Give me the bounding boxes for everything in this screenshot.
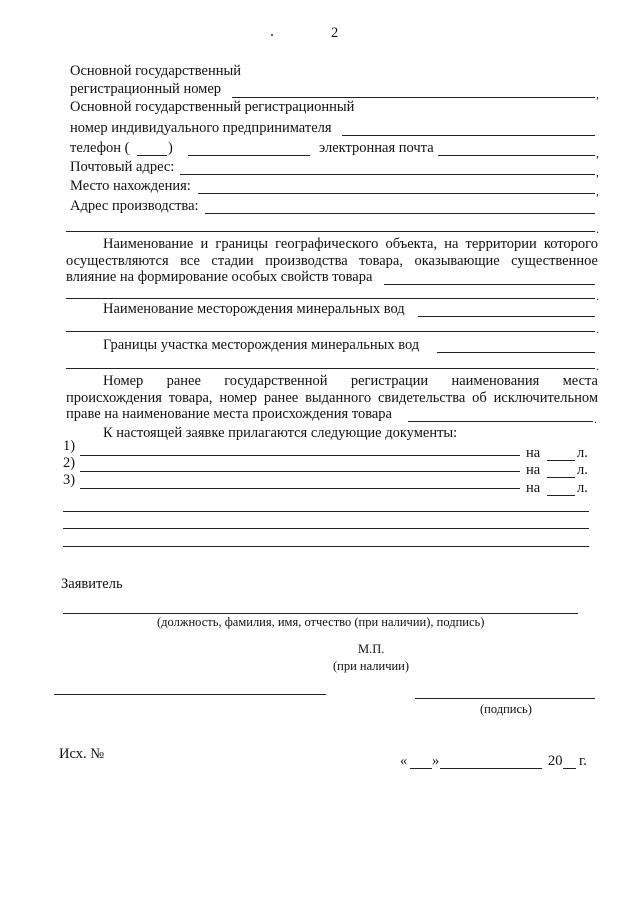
attachment-field[interactable]	[80, 488, 520, 489]
attachment-pages-label: на	[526, 445, 541, 461]
attachment-extra-line[interactable]	[63, 528, 589, 529]
email-label: электронная почта	[319, 140, 434, 156]
applicant-caption: (должность, фамилия, имя, отчество (при наличии), подпись)	[157, 615, 485, 629]
date-year-suffix: г.	[579, 753, 587, 769]
ogrn-field[interactable]	[232, 97, 595, 98]
attachment-pages-label: на	[526, 462, 541, 478]
phone-code-field[interactable]	[137, 155, 167, 156]
geo-object-line3: влияние на формирование особых свойств товара	[66, 269, 373, 285]
postal-address-field[interactable]	[180, 174, 595, 175]
prior-registration-line1: Номер ранее государственной регистрации наименования места	[103, 373, 598, 389]
signature-right-field[interactable]	[415, 698, 595, 699]
prior-registration-line3: праве на наименование места происхождения товара	[66, 406, 392, 422]
email-field-end: ,	[596, 146, 599, 160]
geo-object-end: .	[596, 289, 599, 303]
stamp-label: М.П.	[358, 642, 385, 656]
date-year-prefix: 20	[548, 753, 563, 769]
attachment-number: 1)	[63, 438, 76, 454]
geo-object-field[interactable]	[384, 284, 595, 285]
postal-address-end: ,	[596, 165, 599, 179]
ogrn-field-end: ,	[596, 87, 599, 101]
attachments-intro: К настоящей заявке прилагаются следующие документы:	[103, 425, 458, 441]
production-address-field[interactable]	[205, 213, 595, 214]
date-day-field[interactable]	[410, 768, 432, 769]
signature-left-field[interactable]	[54, 694, 326, 695]
scan-mark	[271, 34, 273, 36]
prior-registration-end: .	[594, 412, 597, 426]
signature-caption: (подпись)	[480, 702, 532, 716]
attachment-extra-line[interactable]	[63, 511, 589, 512]
date-close-quote: »	[432, 753, 440, 769]
deposit-bounds-field-2[interactable]	[66, 368, 595, 369]
geo-object-line1: Наименование и границы географического объекта, на территории которого	[103, 236, 598, 252]
date-open-quote: «	[400, 753, 408, 769]
attachment-number: 3)	[63, 472, 76, 488]
attachment-pages-field[interactable]	[547, 460, 575, 461]
prior-registration-line2: происхождения товара, номер ранее выданного свидетельства об исключительном	[66, 390, 598, 406]
production-address-end: .	[596, 222, 599, 236]
deposit-bounds-end: .	[596, 359, 599, 373]
attachment-field[interactable]	[80, 455, 520, 456]
deposit-name-field[interactable]	[418, 316, 595, 317]
deposit-name-end: .	[596, 322, 599, 336]
email-field[interactable]	[438, 155, 595, 156]
ogrnip-field[interactable]	[342, 135, 595, 136]
page-number: 2	[331, 25, 339, 41]
production-address-label: Адрес производства:	[70, 198, 199, 214]
date-month-field[interactable]	[440, 768, 542, 769]
attachment-extra-line[interactable]	[63, 546, 589, 547]
location-label: Место нахождения:	[70, 178, 191, 194]
deposit-bounds-label: Границы участка месторождения минеральных вод	[103, 337, 420, 353]
prior-registration-field[interactable]	[408, 421, 593, 422]
ogrn-label-line2: регистрационный номер	[70, 81, 222, 97]
applicant-label: Заявитель	[61, 576, 123, 592]
attachment-pages-suffix: л.	[577, 445, 588, 461]
attachment-field[interactable]	[80, 471, 520, 472]
phone-number-field[interactable]	[188, 155, 310, 156]
geo-object-field-2[interactable]	[66, 298, 595, 299]
location-field[interactable]	[198, 193, 595, 194]
postal-address-label: Почтовый адрес:	[70, 159, 175, 175]
date-year-field[interactable]	[563, 768, 576, 769]
outgoing-number-label: Исх. №	[59, 746, 105, 762]
geo-object-line2: осуществляются все стадии производства товара, оказывающие существенное	[66, 253, 598, 269]
production-address-field-2[interactable]	[66, 231, 595, 232]
attachment-pages-suffix: л.	[577, 480, 588, 496]
deposit-name-field-2[interactable]	[66, 331, 595, 332]
deposit-name-label: Наименование месторождения минеральных вод	[103, 301, 405, 317]
attachment-pages-field[interactable]	[547, 477, 575, 478]
location-field-end: ,	[596, 184, 599, 198]
phone-label: телефон (	[70, 140, 130, 156]
ogrnip-label-line1: Основной государственный регистрационный	[70, 99, 355, 115]
attachment-pages-suffix: л.	[577, 462, 588, 478]
ogrn-label-line1: Основной государственный	[70, 63, 241, 79]
attachment-pages-field[interactable]	[547, 495, 575, 496]
applicant-field[interactable]	[63, 613, 578, 614]
attachment-number: 2)	[63, 455, 76, 471]
ogrnip-label-line2: номер индивидуального предпринимателя	[70, 120, 332, 136]
deposit-bounds-field[interactable]	[437, 352, 595, 353]
attachment-pages-label: на	[526, 480, 541, 496]
stamp-note: (при наличии)	[333, 659, 410, 673]
phone-close-paren: )	[168, 140, 173, 156]
